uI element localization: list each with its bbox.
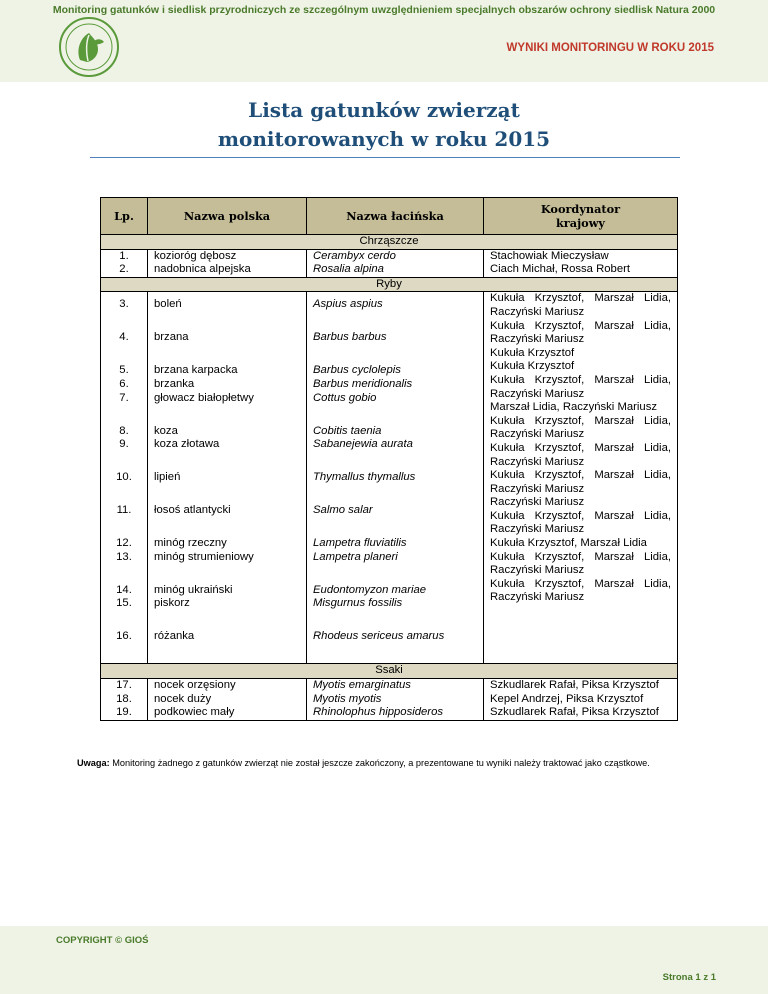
row-lp: 13. [116,550,132,563]
note-label: Uwaga: [77,758,110,768]
row-lp: 7. [119,391,129,404]
row-lp: 5. [119,364,129,377]
row-coordinator: Raczyński Mariusz [490,496,585,509]
row-polish-name: minóg rzeczny [154,537,227,550]
row-latin-name: Barbus meridionalis [313,377,413,390]
header-section-label: WYNIKI MONITORINGU W ROKU 2015 [506,42,714,54]
row-coordinator: Marszał Lidia, Raczyński Mariusz [490,401,657,414]
row-lp: 16. [116,630,132,643]
group-label: Ssaki [101,664,678,679]
note-paragraph [77,756,693,770]
row-latin-name: Barbus cyclolepis [313,364,401,377]
row-coordinator: Szkudlarek Rafał, Piksa Krzysztof [490,678,659,691]
table-row [101,249,678,277]
table-header-row [101,198,678,235]
row-latin-name: Cerambyx cerdo [313,249,396,262]
row-coordinator: Szkudlarek Rafał, Piksa Krzysztof [490,706,659,719]
row-coordinator: Kepel Andrzej, Piksa Krzysztof [490,692,644,705]
row-latin-name: Myotis myotis [313,692,382,705]
row-polish-name: podkowiec mały [154,706,235,719]
row-coordinator: Kukuła Krzysztof, Marszał Lidia, Raczyński Mariusz [490,577,671,604]
header-coordinator-line-2: krajowy [555,216,605,230]
header-top-line: Monitoring gatunków i siedlisk przyrodniczych ze szczególnym uwzględnieniem specjalnych obszarów ochrony siedlisk Natura 2000 [52,4,716,16]
species-table [100,197,678,721]
row-latin-name: Lampetra fluviatilis [313,537,407,550]
row-polish-name: łosoś atlantycki [154,504,231,517]
row-lp: 15. [116,597,132,610]
page-title [0,96,768,154]
row-lp: 3. [119,298,129,311]
row-polish-name: minóg strumieniowy [154,550,254,563]
row-lp: 17. [116,678,132,691]
row-coordinator: Kukuła Krzysztof, Marszał Lidia, Raczyński Mariusz [490,509,671,536]
row-coordinator: Kukuła Krzysztof, Marszał Lidia [490,537,647,550]
row-latin-name: Sabanejewia aurata [313,438,413,451]
row-latin-name: Salmo salar [313,504,373,517]
row-coordinator: Kukuła Krzysztof, Marszał Lidia, Raczyński Mariusz [490,414,671,441]
row-latin-name: Cobitis taenia [313,424,382,437]
row-polish-name: boleń [154,298,182,311]
group-row-fish [101,277,678,292]
row-polish-name: brzana karpacka [154,364,238,377]
row-coordinator: Kukuła Krzysztof, Marszał Lidia, Raczyński Mariusz [490,441,671,468]
row-polish-name: nocek duży [154,692,212,705]
row-lp: 11. [116,504,132,517]
row-lp: 18. [116,692,132,705]
header-coordinator-line-1: Koordynator [540,202,621,216]
group-row-beetles [101,235,678,250]
title-rule [90,157,680,158]
table-row [101,292,678,664]
row-polish-name: brzanka [154,377,195,390]
row-latin-name: Barbus barbus [313,331,387,344]
row-coordinator: Kukuła Krzysztof [490,346,575,359]
row-coordinator: Kukuła Krzysztof, Marszał Lidia, Raczyński Mariusz [490,292,671,318]
row-latin-name: Eudontomyzon mariae [313,583,427,596]
row-lp: 14. [116,583,132,596]
row-latin-name: Aspius aspius [313,298,383,311]
row-latin-name: Thymallus thymallus [313,471,416,484]
row-lp: 12. [116,537,132,550]
row-latin-name: Lampetra planeri [313,550,398,563]
row-coordinator: Stachowiak Mieczysław [490,249,609,262]
row-lp: 2. [119,263,129,276]
header-coordinator [484,198,678,235]
row-polish-name: kozioróg dębosz [154,249,237,262]
row-polish-name: koza [154,424,178,437]
row-latin-name: Myotis emarginatus [313,678,411,691]
row-polish-name: nadobnica alpejska [154,263,251,276]
row-lp: 6. [119,377,129,390]
row-coordinator: Kukuła Krzysztof [490,360,575,373]
row-lp: 8. [119,424,129,437]
row-lp: 9. [119,438,129,451]
row-lp: 19. [116,706,132,719]
title-line-1: Lista gatunków zwierząt [248,98,520,122]
row-coordinator: Kukuła Krzysztof, Marszał Lidia, Raczyński Mariusz [490,550,671,577]
footer-page-number: Strona 1 z 1 [662,972,716,983]
row-lp: 4. [119,331,129,344]
row-polish-name: piskorz [154,597,190,610]
row-polish-name: lipień [154,471,181,484]
footer-copyright: COPYRIGHT © GIOŚ [56,935,149,946]
header-polish-name: Nazwa polska [148,198,307,235]
header-lp: Lp. [101,198,148,235]
row-latin-name: Rhinolophus hipposideros [313,706,444,719]
gios-logo-icon [58,16,120,78]
group-label: Ryby [101,277,678,292]
row-latin-name: Cottus gobio [313,391,377,404]
row-coordinator: Kukuła Krzysztof, Marszał Lidia, Raczyński Mariusz [490,373,671,400]
row-lp: 10. [116,471,132,484]
group-label: Chrząszcze [101,235,678,250]
row-coordinator: Ciach Michał, Rossa Robert [490,263,631,276]
row-coordinator: Kukuła Krzysztof, Marszał Lidia, Raczyński Mariusz [490,319,671,346]
row-polish-name: nocek orzęsiony [154,678,236,691]
group-row-mammals [101,664,678,679]
row-coordinator: Kukuła Krzysztof, Marszał Lidia, Raczyński Mariusz [490,469,671,495]
table-row [101,678,678,720]
row-polish-name: głowacz białopłetwy [154,391,254,404]
row-latin-name: Rosalia alpina [313,263,384,276]
row-polish-name: koza złotawa [154,438,220,451]
header-latin-name: Nazwa łacińska [307,198,484,235]
row-lp: 1. [119,249,129,262]
row-polish-name: różanka [154,630,195,643]
title-line-2: monitorowanych w roku 2015 [217,127,551,151]
note-text: Monitoring żadnego z gatunków zwierząt nie został jeszcze zakończony, a prezentowane tu wyniki należy traktować jako cząstkowe. [112,758,650,768]
row-latin-name: Rhodeus sericeus amarus [313,630,445,643]
row-polish-name: brzana [154,331,189,344]
row-latin-name: Misgurnus fossilis [313,597,403,610]
row-polish-name: minóg ukraiński [154,583,233,596]
